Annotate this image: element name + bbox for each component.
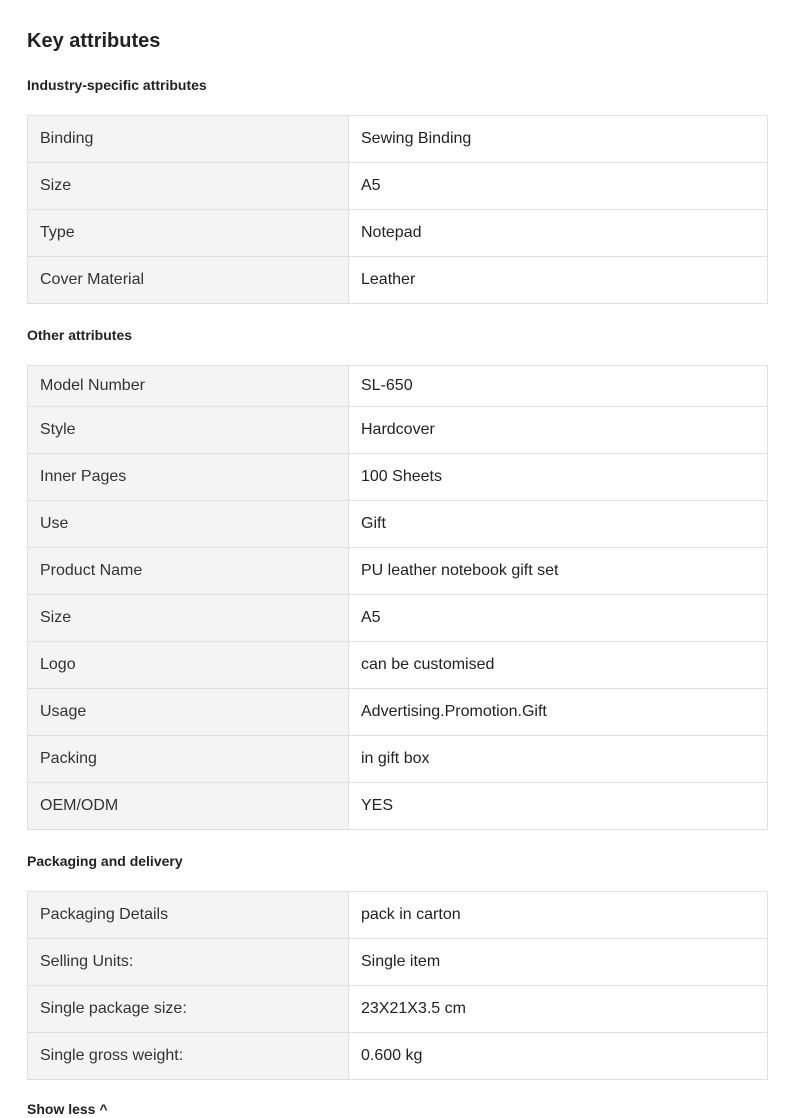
table-row: [28, 939, 768, 986]
attr-value: 0.600 kg: [349, 1033, 768, 1080]
show-less-toggle[interactable]: Show less ^: [27, 1101, 108, 1117]
attr-value: Sewing Binding: [349, 116, 768, 163]
attr-value: 100 Sheets: [349, 454, 768, 501]
attr-value: Hardcover: [349, 407, 768, 454]
attr-value: PU leather notebook gift set: [349, 548, 768, 595]
attr-value: Advertising.Promotion.Gift: [349, 689, 768, 736]
attr-key: Packing: [28, 736, 349, 783]
other-attributes-table: [27, 365, 768, 830]
table-row: [28, 689, 768, 736]
table-row: [28, 892, 768, 939]
attr-key: Model Number: [28, 366, 349, 407]
table-row: [28, 783, 768, 830]
table-row: [28, 986, 768, 1033]
attr-key: OEM/ODM: [28, 783, 349, 830]
table-row: [28, 454, 768, 501]
attr-value: A5: [349, 595, 768, 642]
table-row: [28, 163, 768, 210]
attr-key: Cover Material: [28, 257, 349, 304]
attr-value: 23X21X3.5 cm: [349, 986, 768, 1033]
packaging-attributes-table: [27, 891, 768, 1080]
attr-value: Notepad: [349, 210, 768, 257]
attr-value: in gift box: [349, 736, 768, 783]
attr-key: Product Name: [28, 548, 349, 595]
table-row: [28, 407, 768, 454]
section-heading-industry: Industry-specific attributes: [27, 77, 207, 93]
table-row: [28, 116, 768, 163]
attr-key: Inner Pages: [28, 454, 349, 501]
attr-value: Single item: [349, 939, 768, 986]
attr-key: Type: [28, 210, 349, 257]
table-row: [28, 501, 768, 548]
attr-value: can be customised: [349, 642, 768, 689]
table-row: [28, 736, 768, 783]
table-row: [28, 548, 768, 595]
section-heading-other: Other attributes: [27, 327, 133, 343]
attr-key: Size: [28, 163, 349, 210]
table-row: [28, 642, 768, 689]
attr-key: Style: [28, 407, 349, 454]
attr-key: Usage: [28, 689, 349, 736]
attr-key: Binding: [28, 116, 349, 163]
attr-value: A5: [349, 163, 768, 210]
section-heading-packaging: Packaging and delivery: [27, 853, 183, 869]
attr-value: Leather: [349, 257, 768, 304]
page-title: Key attributes: [27, 30, 161, 52]
attr-value: SL-650: [349, 366, 768, 407]
table-row: [28, 1033, 768, 1080]
table-row: [28, 366, 768, 407]
industry-attributes-table: [27, 115, 768, 304]
attr-key: Size: [28, 595, 349, 642]
attr-key: Packaging Details: [28, 892, 349, 939]
table-row: [28, 210, 768, 257]
table-row: [28, 595, 768, 642]
attr-value: Gift: [349, 501, 768, 548]
attr-key: Logo: [28, 642, 349, 689]
attr-value: pack in carton: [349, 892, 768, 939]
attr-key: Use: [28, 501, 349, 548]
table-row: [28, 257, 768, 304]
attr-key: Single gross weight:: [28, 1033, 349, 1080]
attr-value: YES: [349, 783, 768, 830]
attr-key: Single package size:: [28, 986, 349, 1033]
attr-key: Selling Units:: [28, 939, 349, 986]
